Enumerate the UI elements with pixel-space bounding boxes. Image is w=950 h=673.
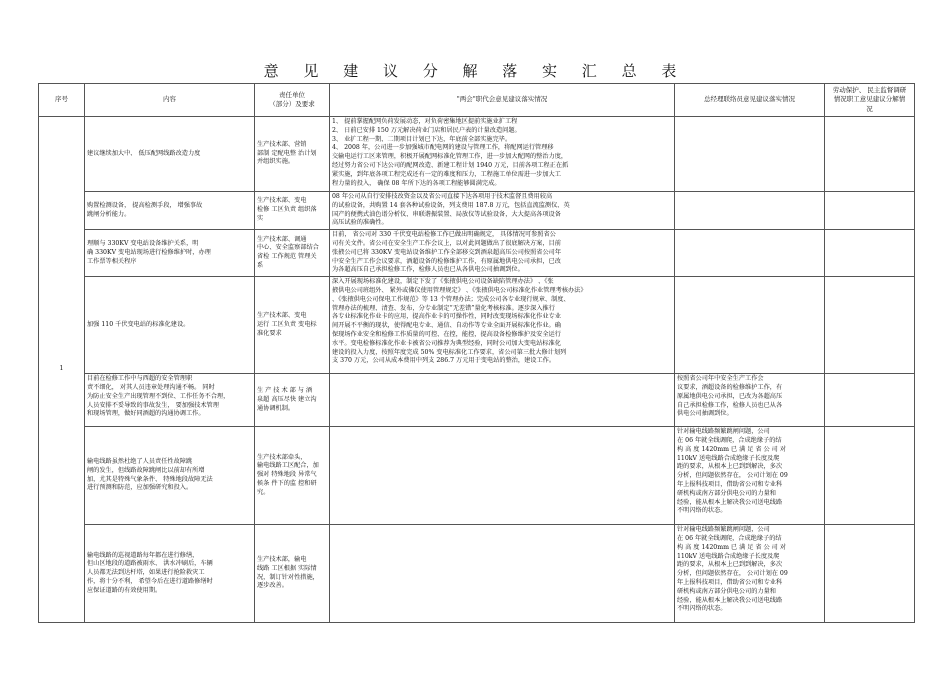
unit-cell: 生产技术部、变电 检修 工区负责 组织落 实	[255, 192, 330, 230]
unit-cell: 生产技术部、变电 运行 工区负责 变电标 准化要求	[255, 277, 330, 374]
header-content: 内容	[85, 84, 255, 117]
gm-office-cell: 针对输电线路频繁跳闸问题，公司 在 06 年就全线调爬，合成绝缘子的结 构 高 度 1420mm 已 满 足 省 公 司 对 110kV 送电线路合成绝缘子长度及爬 距的要求，从根本上已到到解决，多次 分析，但问题依然存在， 公司计划在 09 年上报科技项目，借助省公司和专业科 研机构或南方部分供电公司的力量和 经验，能从根本上解决我公司送电线路 不明闪络的状态。	[675, 427, 825, 525]
labor-cell	[825, 192, 915, 230]
table-row	[39, 427, 915, 525]
labor-cell	[825, 525, 915, 623]
page-title: 意 见 建 议 分 解 落 实 汇 总 表	[263, 62, 687, 80]
labor-cell	[825, 374, 915, 427]
labor-cell	[825, 117, 915, 192]
two-meetings-cell	[330, 427, 675, 525]
content-cell: 输电线路的巡视道路每年都在进行修缮， 但山区地段的道路被雨水、 洪水冲刷后，车辆 人员都无法到达杆塔，如果进行抢险救灾工 作，将十分不利， 希望今后在进行道路修缮时 应保证道路的有效使用期。	[85, 525, 255, 623]
header-unit: 责任单位 （部分）及要求	[255, 84, 330, 117]
content-cell: 建议继续加大中、 低压配网线路改造力度	[85, 117, 255, 192]
header-labor: 劳动保护、 民主监督调研 情况职工意见建议分解情 况	[825, 84, 915, 117]
table-row	[39, 525, 915, 623]
two-meetings-cell	[330, 374, 675, 427]
two-meetings-cell	[330, 525, 675, 623]
labor-cell	[825, 427, 915, 525]
gm-office-cell	[675, 192, 825, 230]
unit-cell: 生产技术部，输电 线路 工区根据 实际情 况，制订针对性措施， 逐步改善。	[255, 525, 330, 623]
labor-cell	[825, 277, 915, 374]
content-cell: 购置检测设备， 提高检测手段， 增强事故 跳闸分析能力。	[85, 192, 255, 230]
two-meetings-cell: 目前， 省公司对 330 千伏变电站检修工作已做出明确规定， 具体情况可参照省公 司有关文件。省公司在安全生产工作会议上，以对此问题做出了很底解决方案，目前 张掖公司已将 330KV 变电站设备维护工作全部移交到酒泉超高压公司按照省公司年 中安全生产工作会议要求，酒超设备的检修维护工作，有原属地供电公司承担，已改 为各超高压自己承担检修工作，检修人员也已从各供电公司抽调到位。	[330, 230, 675, 277]
gm-office-cell: 针对输电线路频繁跳闸问题，公司 在 06 年就全线调爬，合成绝缘子的结 构 高 度 1420mm 已 满 足 省 公 司 对 110kV 送电线路合成绝缘子长度及爬 距的要求，从根本上已到到解决，多次 分析，但问题依然存在， 公司计划在 09 年上报科技项目，借助省公司和专业科 研机构或南方部分供电公司的力量和 经验，能从根本上解决我公司送电线路 不明闪络的状态。	[675, 525, 825, 623]
table-row	[39, 230, 915, 277]
seq-cell: 1	[39, 117, 85, 623]
table-row	[39, 277, 915, 374]
content-cell: 加强 110 千伏变电站的标准化建设。	[85, 277, 255, 374]
table-row	[39, 192, 915, 230]
table-row	[39, 374, 915, 427]
header-gm-office: 总经理联络员意见建议落实情况	[675, 84, 825, 117]
two-meetings-cell: 深入开展现场标准化建设，制定下发了《张掖供电公司设备缺陷管理办法》 、《张 掖供电公司班组外、 紧外或佛仪使用管理规定》 、《张掖供电公司标准化作业管理考核办法》 、《张掖供电公司保电工作规范》等 13 个管理办法；完成公司各专业现行规章、制度、 管理办法的梳理、清查、发布，分专业制定“无差错”量化考核标准。逐步深入推行 各专业标准化作业卡的应用，提高作业卡的可操作性，同时改变现场标准化作业专业 间开展不平衡的现状，使得配电专业、通信、自动作等专业全面开展标准化作业。确 保现场作业安全和检修工作质量的可控、在控，能控，提高设备检修维护及安全运行 水平。变电检修标准化作业卡被省公司推荐为典型经验，同时公司加大变电站标准化 建设的投入力度，按照年度完成 50% 变电标准化工作要求，省公司第三批大修计划列 支 370 万元，公司从成本费用中列支 286.7 万元用于变电站的整治，建设工作。	[330, 277, 675, 374]
unit-cell: 生产技术部、调通 中心、安全监察部结合 省检 工作规范 管理关 系	[255, 230, 330, 277]
gm-office-cell	[675, 117, 825, 192]
two-meetings-cell: 1、 提前掌握配网负荷发展动态，对负荷密集地区提前实施业扩工程 2、 日前已安排 150 万元解决荷业门店和居民户表的计量改造问题。 3、 业扩工程一期、二期项目计划已下达，年底前全部实施完毕。 4、 2008 年，公司进一步加强城市配电网的建设与管理工作，将配网运行管理移 交输电运行工区来管理，积极开展配网标准化管理工作，进一步加大配网的整治力度， 经过努力省公司下达公司的配网改造、新建工程计划 1940 万元，目前各项工程正在抓 紧实施，到年底各项工程完成还有一定的难度和压力，工程施工单位需进一步加大工 程力量的投入， 确保 08 年所下达的各项工程能够圆满完成。	[330, 117, 675, 192]
gm-office-cell: 按照省公司年中安全生产工作会 议要求，酒超设备的检修维护工作，有 原属地供电公司承担，已改为各超高压 自己承担检修工作，检修人员也已从各 供电公司抽调到位。	[675, 374, 825, 427]
content-cell: 目前在检修工作中与西超的安全管理职 责不细化， 对其人员违章处理沟通不畅。 同时 为防止安全生产出现管理不到位、工作任务不合理， 人员安排不妥导致的事故发生， 要加强技术管理 和现场管理，做好同酒超的沟通协调工作。	[85, 374, 255, 427]
header-seq: 序号	[39, 84, 85, 117]
table-row	[39, 117, 915, 192]
summary-table	[38, 83, 915, 623]
table-header-row	[39, 84, 915, 117]
unit-cell: 生产技术部牵头， 输电线路工区配合，加 强对 特殊地段 异常气 候条 件下的监 控和研 究。	[255, 427, 330, 525]
two-meetings-cell: 08 年公司从自行安排技改资金以及省公司直接下达各项用于技术监督且费用较高 的试验设备，共购置 14 套各种试验设备，列支费用 187.8 万元，包括直流监测仪、英 国产的便携式油色谱分析仪、串联谐振装置、局放仪等试验设备，大大提高各项设备 高压试验的准确性。	[330, 192, 675, 230]
unit-cell: 生产技术部、营销 部制 定配电整 治计划 并组织实施。	[255, 117, 330, 192]
content-cell: 输电线路虽然杜绝了人员责任性故障跳 闸的发生，但线路故障跳闸比以前却有所增 加，尤其是特殊气象条件、 特殊地段故障无法 进行预测和防范，应加强研究和投入。	[85, 427, 255, 525]
gm-office-cell	[675, 230, 825, 277]
gm-office-cell	[675, 277, 825, 374]
labor-cell	[825, 230, 915, 277]
content-cell: 理顺与 330KV 变电站设备维护关系，明 确 330KV 变电站现场进行检修维护时，办理 工作票等相关程序	[85, 230, 255, 277]
header-two-meetings: "两会"职代会意见建议落实情况	[330, 84, 675, 117]
unit-cell: 生 产 技 术 部 与 酒 泉超 高压尽快 建立沟 通协调机制。	[255, 374, 330, 427]
